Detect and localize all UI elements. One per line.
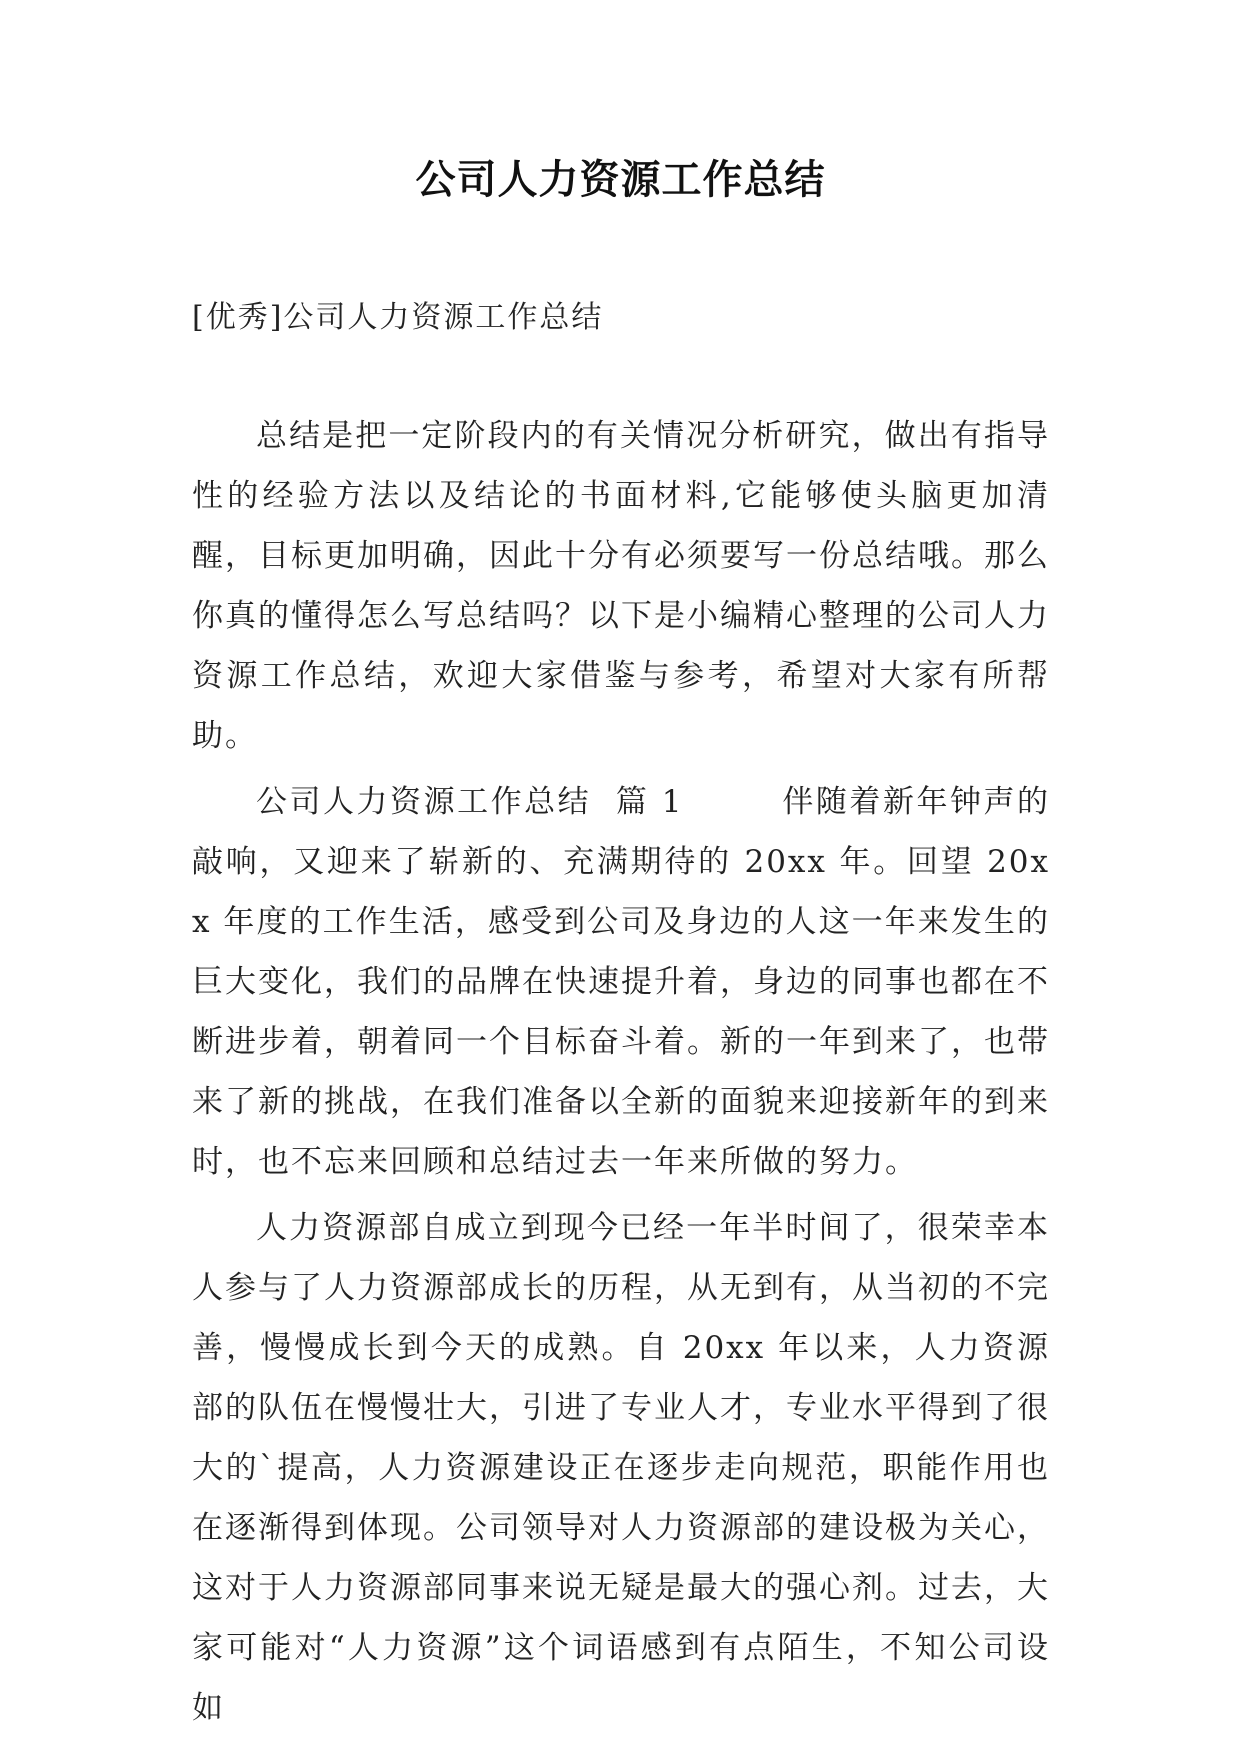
document-body (192, 406, 1050, 1744)
page-title: 公司人力资源工作总结 (415, 157, 826, 203)
paragraph-section-1: 公司人力资源工作总结 篇 1 伴随着新年钟声的敲响，又迎来了崭新的、充满期待的 20xx 年。回望 20xx 年度的工作生活，感受到公司及身边的人这一年来发生的巨大变化，我们的品牌在快速提升着，身边的同事也都在不断进步着，朝着同一个目标奋斗着。新的一年到来了，也带来了新的挑战，在我们准备以全新的面貌来迎接新年的到来时，也不忘来回顾和总结过去一年来所做的努力。 (192, 784, 1050, 1180)
document-subtitle: [优秀]公司人力资源工作总结 (192, 300, 604, 335)
paragraph-intro: 总结是把一定阶段内的有关情况分析研究，做出有指导性的经验方法以及结论的书面材料,它能够使头脑更加清醒，目标更加明确，因此十分有必须要写一份总结哦。那么你真的懂得怎么写总结吗？以下是小编精心整理的公司人力资源工作总结，欢迎大家借鉴与参考，希望对大家有所帮助。 (192, 418, 1050, 754)
paragraph-hr-department: 人力资源部自成立到现今已经一年半时间了，很荣幸本人参与了人力资源部成长的历程，从无到有，从当初的不完善，慢慢成长到今天的成熟。自 20xx 年以来，人力资源部的队伍在慢慢壮大，引进了专业人才，专业水平得到了很大的`提高，人力资源建设正在逐步走向规范，职能作用也在逐渐得到体现。公司领导对人力资源部的建设极为关心，这对于人力资源部同事来说无疑是最大的强心剂。过去，大家可能对“人力资源”这个词语感到有点陌生，不知公司设如 (192, 1210, 1050, 1726)
